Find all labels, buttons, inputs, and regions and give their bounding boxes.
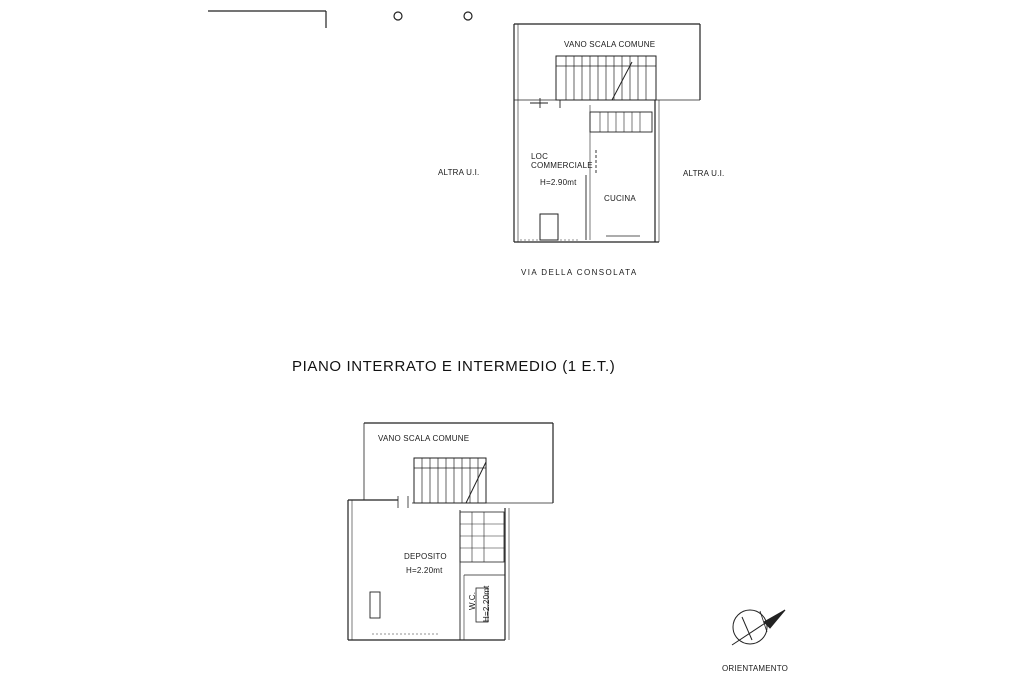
- upper-stair-label: VANO SCALA COMUNE: [564, 40, 656, 49]
- deposit-label: DEPOSITO: [404, 552, 447, 561]
- upper-room-label: LOC COMMERCIALE: [531, 152, 593, 170]
- right-neighbor-label: ALTRA U.I.: [683, 169, 725, 178]
- upper-room-height: H=2.90mt: [540, 178, 577, 187]
- column-marker-1: [394, 12, 402, 20]
- lower-plan-walls: [348, 423, 553, 640]
- orientation-label: ORIENTAMENTO: [722, 664, 789, 673]
- lower-stair-label: VANO SCALA COMUNE: [378, 434, 470, 443]
- kitchen-label: CUCINA: [604, 194, 636, 203]
- upper-plan-walls: [514, 24, 700, 242]
- upper-stair-treads: [556, 56, 656, 100]
- section-title: PIANO INTERRATO E INTERMEDIO (1 E.T.): [292, 358, 616, 375]
- lower-stair-treads: [414, 458, 486, 503]
- wc-height: H=2.20mt: [482, 585, 491, 622]
- wc-label: W.C.: [468, 591, 477, 610]
- column-marker-2: [464, 12, 472, 20]
- deposit-height: H=2.20mt: [406, 566, 443, 575]
- street-label: VIA DELLA CONSOLATA: [521, 268, 638, 277]
- left-neighbor-label: ALTRA U.I.: [438, 168, 480, 177]
- north-arrow-icon: [732, 610, 785, 645]
